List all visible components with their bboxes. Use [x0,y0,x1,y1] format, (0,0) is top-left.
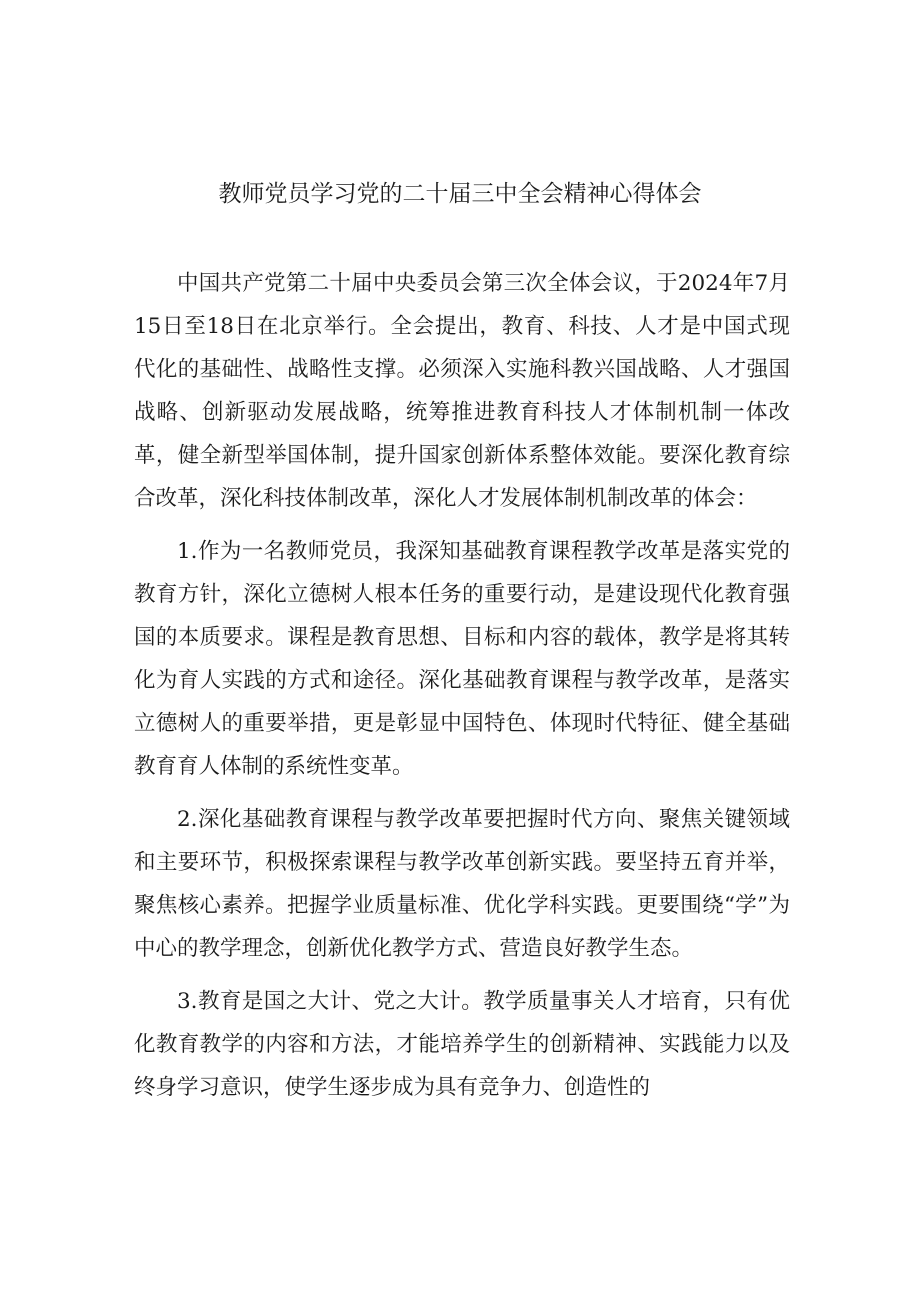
paragraph-point-3: 3.教育是国之大计、党之大计。教学质量事关人才培育，只有优化教育教学的内容和方法，才能培养学生的创新精神、实践能力以及终身学习意识，使学生逐步成为具有竞争力、创造性的 [134,989,790,1100]
paragraph-point-2: 2.深化基础教育课程与教学改革要把握时代方向、聚焦关键领域和主要环节，积极探索课程与教学改革创新实践。要坚持五育并举，聚焦核心素养。把握学业质量标准、优化学科实践。更要围绕“学”为中心的教学理念，创新优化教学方式、营造良好教学生态。 [134,807,790,961]
paragraph-intro: 中国共产党第二十届中央委员会第三次全体会议，于2024年7月15日至18日在北京举行。全会提出，教育、科技、人才是中国式现代化的基础性、战略性支撑。必须深入实施科教兴国战略、人才强国战略、创新驱动发展战略，统筹推进教育科技人才体制机制一体改革，健全新型举国体制，提升国家创新体系整体效能。要深化教育综合改革，深化科技体制改革，深化人才发展体制机制改革的体会： [134,271,790,511]
document-title: 教师党员学习党的二十届三中全会精神心得体会 [218,181,702,207]
document-body [134,262,790,1109]
paragraph-point-1: 1.作为一名教师党员，我深知基础教育课程教学改革是落实党的教育方针，深化立德树人根本任务的重要行动，是建设现代化教育强国的本质要求。课程是教育思想、目标和内容的载体，教学是将其转化为育人实践的方式和途径。深化基础教育课程与教学改革，是落实立德树人的重要举措，更是彰显中国特色、体现时代特征、健全基础教育育人体制的系统性变革。 [134,539,790,779]
